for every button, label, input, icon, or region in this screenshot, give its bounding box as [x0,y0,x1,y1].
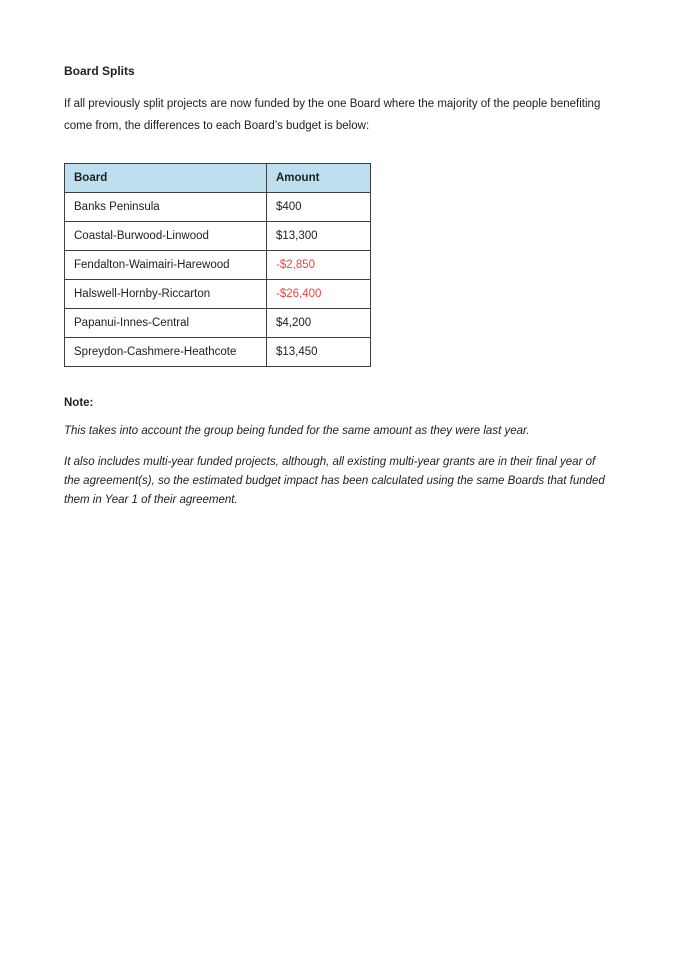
board-cell: Coastal-Burwood-Linwood [65,222,267,251]
table-row [65,193,371,222]
amount-cell: -$26,400 [267,280,371,309]
board-cell: Halswell-Hornby-Riccarton [65,280,267,309]
board-cell: Papanui-Innes-Central [65,309,267,338]
note-paragraph-1: This takes into account the group being funded for the same amount as they were last year. [64,425,530,437]
amount-cell: -$2,850 [267,251,371,280]
table-row [65,251,371,280]
table-row [65,309,371,338]
note-paragraph-2: It also includes multi-year funded projects, although, all existing multi-year grants are in their final year of the agreement(s), so the estimated budget impact has been calculated using the same Boards that funded them in Year 1 of their agreement. [64,456,605,506]
amount-column-header: Amount [267,164,371,193]
intro-paragraph: If all previously split projects are now funded by the one Board where the majority of the people benefiting come from, the differences to each Board’s budget is below: [64,98,601,132]
table-row [65,222,371,251]
board-cell: Spreydon-Cashmere-Heathcote [65,338,267,367]
board-splits-table [64,163,371,367]
note-heading: Note: [64,397,94,409]
page-title: Board Splits [64,64,135,78]
table-row [65,280,371,309]
table-row [65,338,371,367]
board-table-body [65,193,371,367]
amount-cell: $13,450 [267,338,371,367]
board-column-header: Board [65,164,267,193]
board-cell: Fendalton-Waimairi-Harewood [65,251,267,280]
amount-cell: $400 [267,193,371,222]
table-header-row [65,164,371,193]
board-cell: Banks Peninsula [65,193,267,222]
amount-cell: $13,300 [267,222,371,251]
amount-cell: $4,200 [267,309,371,338]
